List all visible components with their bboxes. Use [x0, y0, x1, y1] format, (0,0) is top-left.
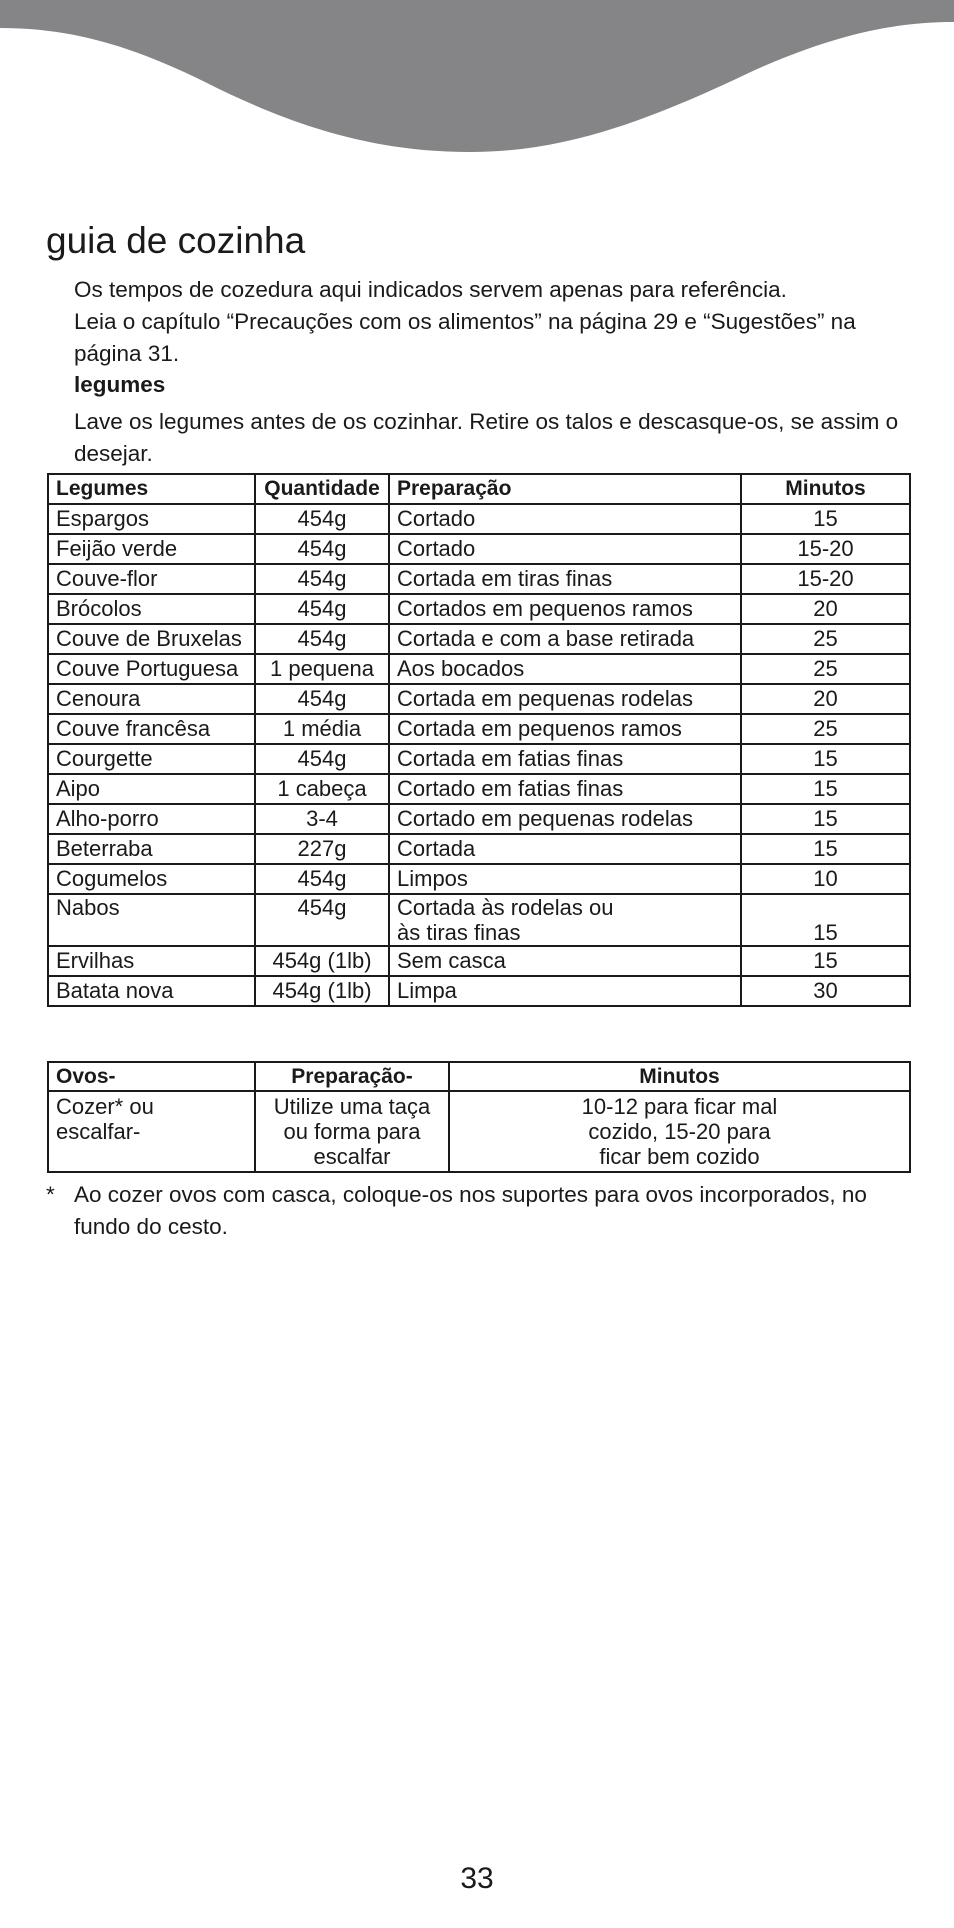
column-header: Preparação-	[255, 1062, 449, 1091]
vegetable-cell: Nabos	[48, 894, 255, 946]
preparation-cell: Cortado	[389, 534, 741, 564]
footnote-marker: *	[46, 1182, 55, 1207]
preparation-cell: Cortado em fatias finas	[389, 774, 741, 804]
intro-text	[74, 274, 914, 370]
table-row	[48, 654, 910, 684]
egg-preparation-line-1: Utilize uma taça	[273, 1094, 431, 1119]
table-row	[48, 774, 910, 804]
preparation-cell: Cortada em tiras finas	[389, 564, 741, 594]
vegetables-table	[47, 473, 911, 1007]
preparation-cell: Cortada em pequenas rodelas	[389, 684, 741, 714]
vegetable-cell: Couve-flor	[48, 564, 255, 594]
quantity-cell: 454g	[255, 504, 389, 534]
quantity-cell: 454g (1lb)	[255, 976, 389, 1006]
quantity-cell: 454g	[255, 894, 389, 946]
footnote	[46, 1179, 916, 1243]
section-text: Lave os legumes antes de os cozinhar. Retire os talos e descasque-os, se assim o desejar.	[74, 409, 899, 466]
preparation-cell: Limpa	[389, 976, 741, 1006]
quantity-cell: 454g	[255, 744, 389, 774]
page-number: 33	[460, 1862, 494, 1895]
preparation-cell: Cortada	[389, 834, 741, 864]
intro-line-1: Os tempos de cozedura aqui indicados servem apenas para referência.	[74, 277, 787, 302]
quantity-cell: 3-4	[255, 804, 389, 834]
column-header: Legumes	[48, 474, 255, 504]
vegetable-cell: Couve Portuguesa	[48, 654, 255, 684]
quantity-cell: 454g	[255, 564, 389, 594]
preparation-line-2: às tiras finas	[397, 920, 521, 945]
preparation-cell: Cortada e com a base retirada	[389, 624, 741, 654]
preparation-cell	[389, 894, 741, 946]
vegetable-cell: Batata nova	[48, 976, 255, 1006]
header-wave-banner	[0, 0, 954, 160]
table-row	[48, 864, 910, 894]
table-row	[48, 534, 910, 564]
minutes-cell: 15	[741, 834, 910, 864]
egg-method-line-1: Cozer* ou	[56, 1094, 154, 1119]
vegetable-cell: Ervilhas	[48, 946, 255, 976]
egg-minutes-cell	[449, 1091, 910, 1172]
vegetable-cell: Cogumelos	[48, 864, 255, 894]
eggs-table	[47, 1061, 911, 1173]
quantity-cell: 454g (1lb)	[255, 946, 389, 976]
minutes-cell: 25	[741, 714, 910, 744]
vegetable-cell: Espargos	[48, 504, 255, 534]
vegetable-cell: Brócolos	[48, 594, 255, 624]
vegetable-cell: Alho-porro	[48, 804, 255, 834]
column-header: Preparação	[389, 474, 741, 504]
minutes-cell: 15	[741, 946, 910, 976]
preparation-cell: Sem casca	[389, 946, 741, 976]
minutes-cell: 25	[741, 654, 910, 684]
egg-preparation-cell	[255, 1091, 449, 1172]
minutes-cell: 15-20	[741, 564, 910, 594]
quantity-cell: 1 cabeça	[255, 774, 389, 804]
column-header: Ovos-	[48, 1062, 255, 1091]
table-row	[48, 1091, 910, 1172]
table-header-row	[48, 474, 910, 504]
minutes-cell: 10	[741, 864, 910, 894]
preparation-cell: Cortada em pequenos ramos	[389, 714, 741, 744]
table-row	[48, 804, 910, 834]
minutes-cell: 15-20	[741, 534, 910, 564]
preparation-cell: Cortado	[389, 504, 741, 534]
egg-minutes-line-2: cozido, 15-20 para	[588, 1119, 771, 1144]
vegetable-cell: Couve de Bruxelas	[48, 624, 255, 654]
minutes-cell: 15	[741, 744, 910, 774]
table-row	[48, 894, 910, 946]
quantity-cell: 454g	[255, 864, 389, 894]
minutes-cell: 15	[741, 804, 910, 834]
vegetable-cell: Aipo	[48, 774, 255, 804]
quantity-cell: 1 pequena	[255, 654, 389, 684]
quantity-cell: 454g	[255, 624, 389, 654]
vegetable-cell: Couve francêsa	[48, 714, 255, 744]
table-row	[48, 834, 910, 864]
table-row	[48, 744, 910, 774]
quantity-cell: 227g	[255, 834, 389, 864]
minutes-cell: 15	[741, 504, 910, 534]
minutes-cell: 15	[741, 894, 910, 946]
table-row	[48, 594, 910, 624]
egg-method-cell	[48, 1091, 255, 1172]
table-row	[48, 714, 910, 744]
table-row	[48, 946, 910, 976]
preparation-cell: Cortado em pequenas rodelas	[389, 804, 741, 834]
vegetable-cell: Courgette	[48, 744, 255, 774]
egg-preparation-line-2: ou forma para	[283, 1119, 421, 1144]
preparation-line-1: Cortada às rodelas ou	[397, 895, 614, 920]
minutes-cell: 25	[741, 624, 910, 654]
egg-minutes-line-1: 10-12 para ficar mal	[581, 1094, 778, 1119]
table-row	[48, 624, 910, 654]
vegetable-cell: Feijão verde	[48, 534, 255, 564]
minutes-cell: 20	[741, 684, 910, 714]
intro-line-2: Leia o capítulo “Precauções com os alimentos” na página 29 e “Sugestões” na página 31.	[74, 309, 856, 366]
page-title: guia de cozinha	[46, 220, 306, 261]
minutes-cell: 30	[741, 976, 910, 1006]
column-header: Quantidade	[255, 474, 389, 504]
section-heading: legumes	[74, 372, 166, 397]
minutes-cell: 15	[741, 774, 910, 804]
table-row	[48, 684, 910, 714]
egg-method-line-2: escalfar-	[56, 1119, 141, 1144]
preparation-cell: Cortados em pequenos ramos	[389, 594, 741, 624]
column-header: Minutos	[741, 474, 910, 504]
quantity-cell: 454g	[255, 534, 389, 564]
footnote-text: Ao cozer ovos com casca, coloque-os nos suportes para ovos incorporados, no fundo do cesto.	[74, 1182, 867, 1239]
column-header: Minutos	[449, 1062, 910, 1091]
table-row	[48, 564, 910, 594]
vegetable-cell: Cenoura	[48, 684, 255, 714]
preparation-cell: Cortada em fatias finas	[389, 744, 741, 774]
quantity-cell: 1 média	[255, 714, 389, 744]
table-row	[48, 976, 910, 1006]
minutes-cell: 20	[741, 594, 910, 624]
preparation-cell: Aos bocados	[389, 654, 741, 684]
vegetable-cell: Beterraba	[48, 834, 255, 864]
quantity-cell: 454g	[255, 684, 389, 714]
quantity-cell: 454g	[255, 594, 389, 624]
egg-minutes-line-3: ficar bem cozido	[599, 1144, 760, 1169]
egg-preparation-line-3: escalfar	[313, 1144, 391, 1169]
table-header-row	[48, 1062, 910, 1091]
table-row	[48, 504, 910, 534]
preparation-cell: Limpos	[389, 864, 741, 894]
